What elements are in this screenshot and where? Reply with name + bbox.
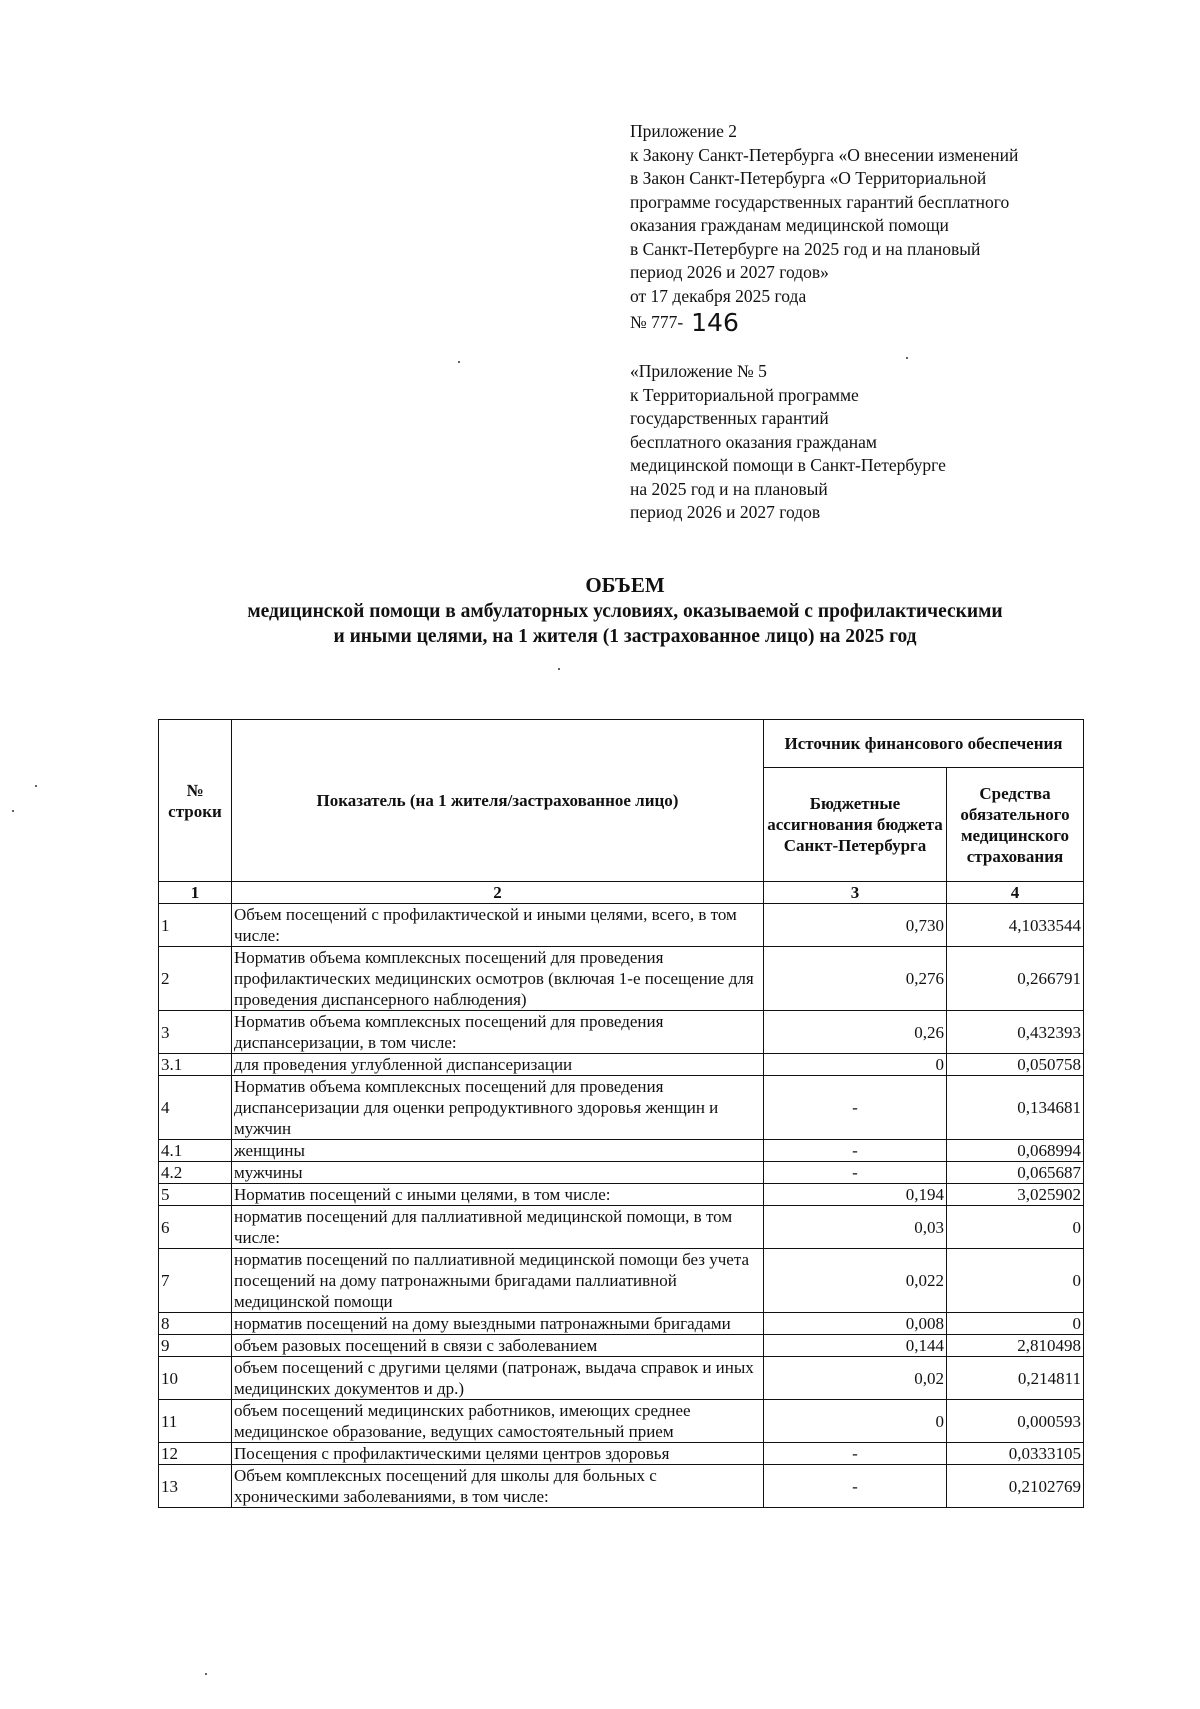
law-number-prefix: № 777- <box>630 312 684 332</box>
table-row <box>159 1054 1084 1076</box>
oms-value-cell: 4,1033544 <box>947 904 1084 947</box>
header-oms: Средства обязательного медицинского страхования <box>947 768 1084 882</box>
column-number: 2 <box>232 882 764 904</box>
indicator-cell: Норматив объема комплексных посещений для проведения профилактических медицинских осмотров (включая 1-е посещение для проведения диспансерного наблюдения) <box>232 947 764 1011</box>
indicator-cell: норматив посещений по паллиативной медицинской помощи без учета посещений на дому патронажными бригадами паллиативной медицинской помощи <box>232 1249 764 1313</box>
oms-value-cell: 0,0333105 <box>947 1443 1084 1465</box>
table-row <box>159 904 1084 947</box>
table-row <box>159 1249 1084 1313</box>
row-number-cell: 13 <box>159 1465 232 1508</box>
row-number-cell: 6 <box>159 1206 232 1249</box>
budget-value-cell: - <box>764 1162 947 1184</box>
program-appendix-line: период 2026 и 2027 годов <box>630 502 821 522</box>
budget-value-cell: 0,03 <box>764 1206 947 1249</box>
indicator-cell: мужчины <box>232 1162 764 1184</box>
law-number <box>630 308 1150 335</box>
table-row <box>159 1162 1084 1184</box>
scan-speck <box>12 810 14 812</box>
indicator-cell: Норматив объема комплексных посещений для проведения диспансеризации, в том числе: <box>232 1011 764 1054</box>
table-row <box>159 1313 1084 1335</box>
program-appendix-note <box>630 360 1150 525</box>
title-line: и иными целями, на 1 жителя (1 застрахованное лицо) на 2025 год <box>333 626 917 647</box>
budget-value-cell: 0,008 <box>764 1313 947 1335</box>
table-row <box>159 947 1084 1011</box>
budget-value-cell: 0 <box>764 1400 947 1443</box>
law-appendix-line: к Закону Санкт-Петербурга «О внесении изменений <box>630 144 1019 165</box>
oms-value-cell: 0 <box>947 1313 1084 1335</box>
header-funding-source: Источник финансового обеспечения <box>764 720 1084 768</box>
scan-speck <box>35 785 37 787</box>
row-number-cell: 9 <box>159 1335 232 1357</box>
indicator-cell: Объем посещений с профилактической и иными целями, всего, в том числе: <box>232 904 764 947</box>
row-number-cell: 4.1 <box>159 1140 232 1162</box>
indicator-cell: норматив посещений на дому выездными патронажными бригадами <box>232 1313 764 1335</box>
law-appendix-line: в Санкт-Петербурге на 2025 год и на плановый <box>630 238 981 259</box>
indicator-cell: Посещения с профилактическими целями центров здоровья <box>232 1443 764 1465</box>
table-row <box>159 1335 1084 1357</box>
indicator-cell: женщины <box>232 1140 764 1162</box>
table-row <box>159 1206 1084 1249</box>
table-row <box>159 1443 1084 1465</box>
law-appendix-line: оказания гражданам медицинской помощи <box>630 215 949 235</box>
indicator-cell: для проведения углубленной диспансеризации <box>232 1054 764 1076</box>
oms-value-cell: 0,432393 <box>947 1011 1084 1054</box>
header-row-number: № строки <box>159 720 232 882</box>
table-row <box>159 1465 1084 1508</box>
oms-value-cell: 0,266791 <box>947 947 1084 1011</box>
budget-value-cell: 0,26 <box>764 1011 947 1054</box>
table-row <box>159 1011 1084 1054</box>
column-number: 1 <box>159 882 232 904</box>
scan-speck <box>558 668 560 670</box>
law-appendix-line: период 2026 и 2027 годов» <box>630 262 829 282</box>
program-appendix-line: «Приложение № 5 <box>630 361 767 381</box>
law-number-handwritten: 146 <box>691 308 739 337</box>
oms-value-cell: 0 <box>947 1249 1084 1313</box>
law-appendix-date: от 17 декабря 2025 года <box>630 285 807 306</box>
oms-value-cell: 0,065687 <box>947 1162 1084 1184</box>
law-appendix-line: программе государственных гарантий бесплатного <box>630 191 1010 212</box>
oms-value-cell: 3,025902 <box>947 1184 1084 1206</box>
document-title <box>0 573 1200 650</box>
row-number-cell: 11 <box>159 1400 232 1443</box>
indicator-cell: объем посещений с другими целями (патронаж, выдача справок и иных медицинских документов и др.) <box>232 1357 764 1400</box>
row-number-cell: 4.2 <box>159 1162 232 1184</box>
row-number-cell: 3.1 <box>159 1054 232 1076</box>
program-appendix-line: к Территориальной программе <box>630 384 859 405</box>
budget-value-cell: - <box>764 1443 947 1465</box>
budget-value-cell: - <box>764 1465 947 1508</box>
row-number-cell: 5 <box>159 1184 232 1206</box>
budget-value-cell: 0,276 <box>764 947 947 1011</box>
program-appendix-line: медицинской помощи в Санкт-Петербурге <box>630 455 946 475</box>
budget-value-cell: 0,02 <box>764 1357 947 1400</box>
table-row <box>159 1400 1084 1443</box>
row-number-cell: 1 <box>159 904 232 947</box>
oms-value-cell: 0,050758 <box>947 1054 1084 1076</box>
table-row <box>159 1357 1084 1400</box>
row-number-cell: 3 <box>159 1011 232 1054</box>
budget-value-cell: - <box>764 1076 947 1140</box>
program-appendix-line: государственных гарантий <box>630 408 829 428</box>
budget-value-cell: 0,144 <box>764 1335 947 1357</box>
budget-value-cell: 0,022 <box>764 1249 947 1313</box>
header-indicator: Показатель (на 1 жителя/застрахованное лицо) <box>232 720 764 882</box>
row-number-cell: 10 <box>159 1357 232 1400</box>
program-appendix-line: бесплатного оказания гражданам <box>630 431 877 452</box>
row-number-cell: 12 <box>159 1443 232 1465</box>
scan-speck <box>458 361 460 363</box>
law-appendix-note <box>630 120 1150 335</box>
table-row <box>159 1076 1084 1140</box>
indicator-cell: норматив посещений для паллиативной медицинской помощи, в том числе: <box>232 1206 764 1249</box>
indicator-cell: Норматив объема комплексных посещений для проведения диспансеризации для оценки репродуктивного здоровья женщин и мужчин <box>232 1076 764 1140</box>
budget-value-cell: 0,730 <box>764 904 947 947</box>
indicator-cell: Норматив посещений с иными целями, в том числе: <box>232 1184 764 1206</box>
budget-value-cell: 0,194 <box>764 1184 947 1206</box>
row-number-cell: 2 <box>159 947 232 1011</box>
law-appendix-line: Приложение 2 <box>630 121 738 141</box>
column-number-row <box>159 882 1084 904</box>
title-line: медицинской помощи в амбулаторных условиях, оказываемой с профилактическими <box>247 600 1003 622</box>
oms-value-cell: 0,068994 <box>947 1140 1084 1162</box>
column-number: 4 <box>947 882 1084 904</box>
oms-value-cell: 0 <box>947 1206 1084 1249</box>
title-main: ОБЪЕМ <box>585 573 665 597</box>
indicator-cell: объем разовых посещений в связи с заболеванием <box>232 1335 764 1357</box>
table-row <box>159 1140 1084 1162</box>
row-number-cell: 8 <box>159 1313 232 1335</box>
oms-value-cell: 0,000593 <box>947 1400 1084 1443</box>
indicator-cell: объем посещений медицинских работников, имеющих среднее медицинское образование, ведущих самостоятельный прием <box>232 1400 764 1443</box>
column-number: 3 <box>764 882 947 904</box>
program-appendix-line: на 2025 год и на плановый <box>630 478 828 499</box>
table-row <box>159 1184 1084 1206</box>
scan-speck <box>205 1673 207 1675</box>
oms-value-cell: 0,2102769 <box>947 1465 1084 1508</box>
budget-value-cell: 0 <box>764 1054 947 1076</box>
oms-value-cell: 0,134681 <box>947 1076 1084 1140</box>
scan-speck <box>906 357 908 359</box>
row-number-cell: 7 <box>159 1249 232 1313</box>
header-budget: Бюджетные ассигнования бюджета Санкт-Петербурга <box>764 768 947 882</box>
indicator-cell: Объем комплексных посещений для школы для больных с хроническими заболеваниями, в том числе: <box>232 1465 764 1508</box>
row-number-cell: 4 <box>159 1076 232 1140</box>
budget-value-cell: - <box>764 1140 947 1162</box>
table-body <box>159 904 1084 1508</box>
oms-value-cell: 0,214811 <box>947 1357 1084 1400</box>
oms-value-cell: 2,810498 <box>947 1335 1084 1357</box>
volume-table <box>158 719 1084 1508</box>
law-appendix-line: в Закон Санкт-Петербурга «О Территориальной <box>630 168 987 188</box>
